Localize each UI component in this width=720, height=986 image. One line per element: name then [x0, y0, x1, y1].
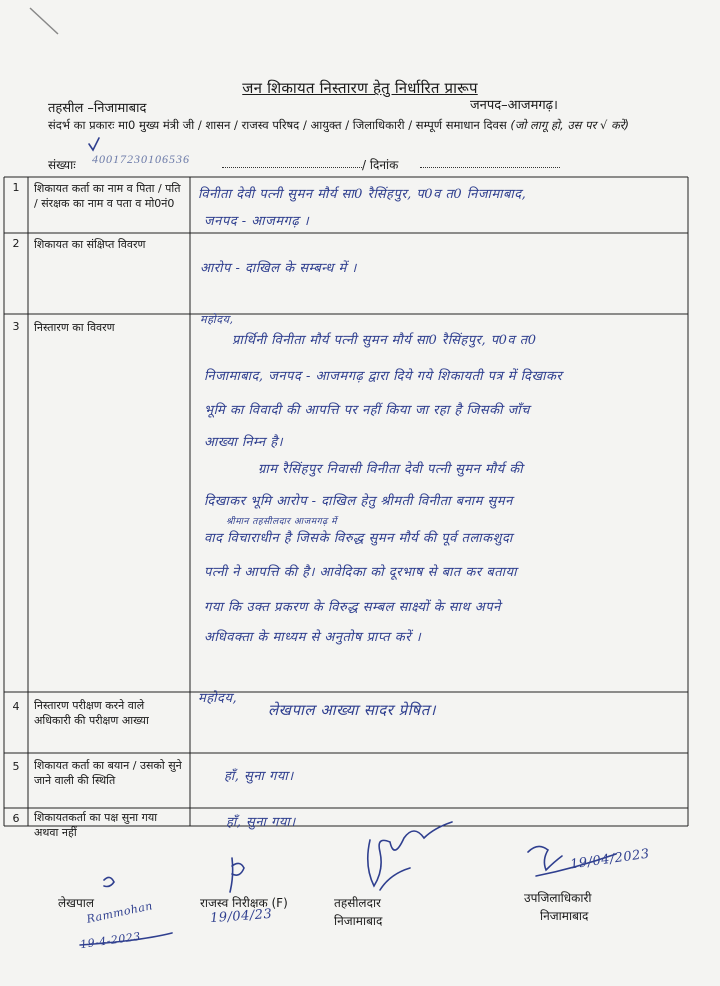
upjiladhikari-sign-date: 19/04/2023 [569, 846, 651, 873]
handwritten-entry: विनीता देवी पत्नी सुमन मौर्य सा0 रैसिंहपुर, प0व त0 निजामाबाद, [198, 187, 527, 202]
handwritten-entry: हाँ, सुना गया। [226, 815, 296, 830]
lekhpal-signature: Rammohan [85, 899, 154, 926]
handwritten-entry: आख्या निम्न है। [204, 435, 284, 450]
handwritten-entry: जनपद - आजमगढ़ । [204, 214, 310, 229]
janpad-label: जनपद–आजमगढ़। [470, 98, 558, 113]
rajasv-sign-date: 19/04/23 [209, 906, 273, 927]
signature-label-lekhpal: लेखपाल [58, 896, 95, 910]
handwritten-entry: महोदय, [200, 313, 234, 326]
row-label-heard: शिकायतकर्ता का पक्ष सुना गया अथवा नहीं [34, 811, 158, 839]
reference-note: (जो लागू हो, उस पर √ करें) [510, 118, 629, 132]
handwritten-entry: लेखपाल आख्या सादर प्रेषित। [268, 701, 436, 719]
row-label-inspection: निस्तारण परीक्षण करने वाले अधिकारी की परीक्षण आख्या [34, 699, 149, 727]
handwritten-entry: गया कि उक्त प्रकरण के विरुद्ध सम्बल साक्ष्यों के साथ अपने [204, 600, 501, 615]
form-title: जन शिकायत निस्तारण हेतु निर्धारित प्रारूप [242, 79, 478, 97]
row-number: 2 [12, 237, 20, 250]
signature-label-rajasv: राजस्व निरीक्षक (F) [200, 896, 288, 910]
handwritten-entry: ग्राम रैसिंहपुर निवासी विनीता देवी पत्नी सुमन मौर्य की [258, 462, 524, 477]
handwritten-entry: आरोप - दाखिल के सम्बन्ध में । [200, 261, 357, 276]
row-number: 5 [12, 760, 20, 773]
row-number: 6 [12, 812, 20, 825]
row-number: 3 [12, 320, 20, 333]
handwritten-entry: हाँ, सुना गया। [224, 769, 294, 784]
tehsildar-place: निजामाबाद [334, 914, 383, 928]
handwritten-entry: अधिवक्ता के माध्यम से अनुतोष प्राप्त करें । [204, 630, 422, 645]
number-label: संख्याः [48, 158, 76, 172]
row-label-disposal: निस्तारण का विवरण [34, 321, 115, 334]
handwritten-entry: दिखाकर भूमि आरोप - दाखिल हेतु श्रीमती विनीता बनाम सुमन [204, 494, 513, 509]
handwritten-entry: प्रार्थिनी विनीता मौर्य पत्नी सुमन मौर्य सा0 रैसिंहपुर, प0व त0 [232, 333, 537, 348]
handwritten-entry: निजामाबाद, जनपद - आजमगढ़ द्वारा दिये गये शिकायती पत्र में दिखाकर [204, 369, 563, 384]
signature-label-upjiladhikari: उपजिलाधिकारी [524, 891, 592, 905]
row-label-summary: शिकायत का संक्षिप्त विवरण [34, 238, 146, 251]
reference-options: मा0 मुख्य मंत्री जी / शासन / राजस्व परिषद / आयुक्त / जिलाधिकारी / सम्पूर्ण समाधान दिवस [118, 118, 507, 132]
upjiladhikari-place: निजामाबाद [540, 909, 589, 923]
reference-label: संदर्भ का प्रकारः [48, 118, 115, 132]
row-label-statement: शिकायत कर्ता का बयान / उसको सुने जाने वाली की स्थिति [34, 759, 182, 787]
handwritten-entry: पत्नी ने आपत्ति की है। आवेदिका को दूरभाष से बात कर बताया [204, 565, 517, 580]
handwritten-entry: वाद विचाराधीन है जिसके विरुद्ध सुमन मौर्य की पूर्व तलाकशुदा [204, 531, 513, 546]
tehsil-label: तहसील –निजामाबाद [48, 101, 147, 116]
row-number: 1 [12, 181, 20, 194]
row-label-complainant: शिकायत कर्ता का नाम व पिता / पति / संरक्षक का नाम व पता व मो0नं0 [34, 182, 181, 210]
lekhpal-sign-date: 19-4-2023 [79, 929, 142, 952]
signature-label-tehsildar: तहसीलदार [334, 896, 381, 910]
row-number: 4 [12, 700, 20, 713]
date-label: / दिनांक [362, 158, 399, 172]
handwritten-entry: महोदय, [198, 691, 238, 706]
handwritten-insertion: श्रीमान तहसीलदार आजमगढ़ में [226, 517, 337, 527]
handwritten-entry: भूमि का विवादी की आपत्ति पर नहीं किया जा रहा है जिसकी जाँच [204, 403, 530, 418]
complaint-number: 40017230106536 [92, 152, 190, 166]
